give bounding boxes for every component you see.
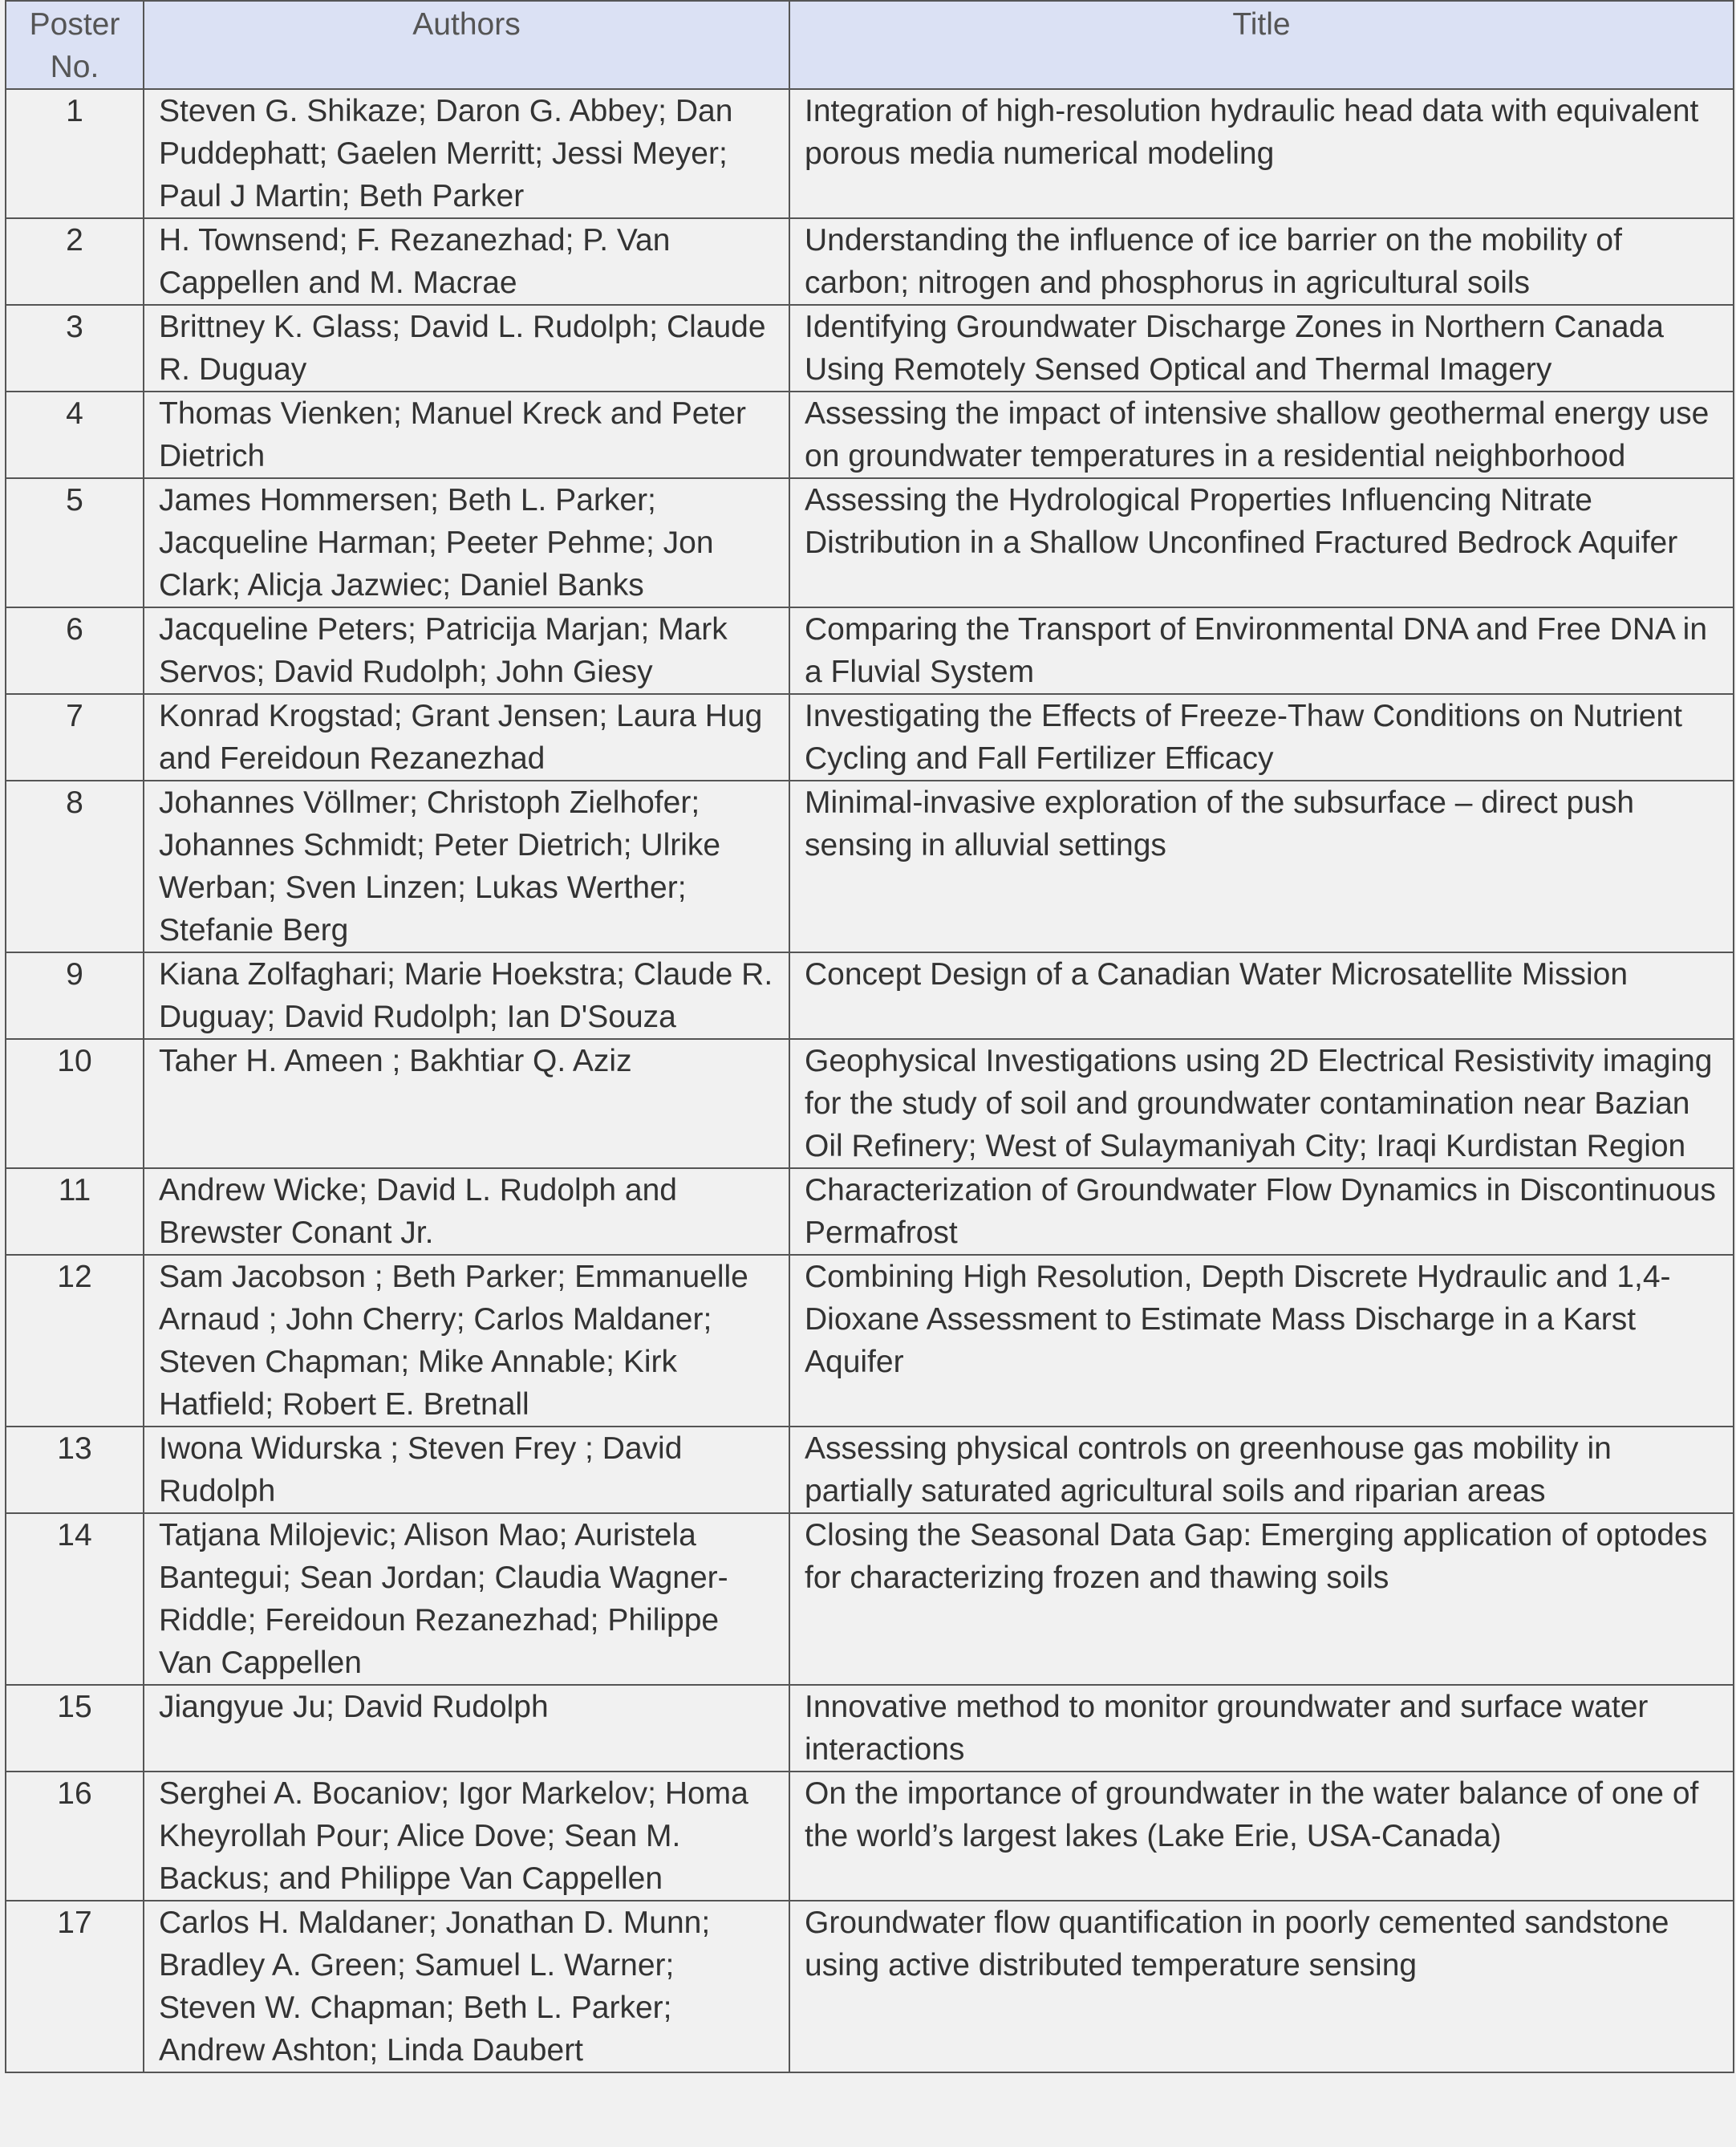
poster-number: 15 xyxy=(6,1685,144,1772)
poster-authors: Carlos H. Maldaner; Jonathan D. Munn; Bradley A. Green; Samuel L. Warner; Steven W. Chapman; Beth L. Parker; Andrew Ashton; Linda Daubert xyxy=(144,1901,789,2072)
table-row xyxy=(6,694,1734,781)
poster-title: Understanding the influence of ice barrier on the mobility of carbon; nitrogen and phosphorus in agricultural soils xyxy=(789,218,1734,305)
poster-authors: Johannes Völlmer; Christoph Zielhofer; Johannes Schmidt; Peter Dietrich; Ulrike Werban; Sven Linzen; Lukas Werther; Stefanie Berg xyxy=(144,781,789,952)
poster-number: 11 xyxy=(6,1168,144,1255)
table-row xyxy=(6,478,1734,607)
poster-authors: Serghei A. Bocaniov; Igor Markelov; Homa Kheyrollah Pour; Alice Dove; Sean M. Backus; and Philippe Van Cappellen xyxy=(144,1772,789,1901)
table-row xyxy=(6,1901,1734,2072)
poster-title: Assessing physical controls on greenhouse gas mobility in partially saturated agricultural soils and riparian areas xyxy=(789,1427,1734,1513)
poster-title: Innovative method to monitor groundwater and surface water interactions xyxy=(789,1685,1734,1772)
poster-number: 8 xyxy=(6,781,144,952)
table-row xyxy=(6,218,1734,305)
poster-title: Geophysical Investigations using 2D Electrical Resistivity imaging for the study of soil and groundwater contamination near Bazian Oil Refinery; West of Sulaymaniyah City; Iraqi Kurdistan Region xyxy=(789,1039,1734,1168)
table-row xyxy=(6,1168,1734,1255)
poster-authors: Jiangyue Ju; David Rudolph xyxy=(144,1685,789,1772)
poster-title: Comparing the Transport of Environmental DNA and Free DNA in a Fluvial System xyxy=(789,607,1734,694)
poster-authors: Tatjana Milojevic; Alison Mao; Auristela Bantegui; Sean Jordan; Claudia Wagner-Riddle; Fereidoun Rezanezhad; Philippe Van Cappellen xyxy=(144,1513,789,1685)
poster-authors: Kiana Zolfaghari; Marie Hoekstra; Claude R. Duguay; David Rudolph; Ian D'Souza xyxy=(144,952,789,1039)
poster-authors: H. Townsend; F. Rezanezhad; P. Van Cappellen and M. Macrae xyxy=(144,218,789,305)
header-row xyxy=(6,1,1734,89)
poster-authors: Andrew Wicke; David L. Rudolph and Brewster Conant Jr. xyxy=(144,1168,789,1255)
poster-number: 1 xyxy=(6,89,144,218)
poster-title: On the importance of groundwater in the water balance of one of the world’s largest lakes (Lake Erie, USA-Canada) xyxy=(789,1772,1734,1901)
poster-number: 2 xyxy=(6,218,144,305)
poster-title: Combining High Resolution, Depth Discrete Hydraulic and 1,4-Dioxane Assessment to Estimate Mass Discharge in a Karst Aquifer xyxy=(789,1255,1734,1427)
poster-title: Integration of high-resolution hydraulic head data with equivalent porous media numerical modeling xyxy=(789,89,1734,218)
table-row xyxy=(6,1772,1734,1901)
poster-number: 6 xyxy=(6,607,144,694)
poster-authors: Thomas Vienken; Manuel Kreck and Peter Dietrich xyxy=(144,392,789,478)
poster-title: Minimal-invasive exploration of the subsurface – direct push sensing in alluvial settings xyxy=(789,781,1734,952)
poster-authors: Brittney K. Glass; David L. Rudolph; Claude R. Duguay xyxy=(144,305,789,392)
poster-authors: Steven G. Shikaze; Daron G. Abbey; Dan Puddephatt; Gaelen Merritt; Jessi Meyer; Paul J Martin; Beth Parker xyxy=(144,89,789,218)
table-row xyxy=(6,89,1734,218)
poster-title: Assessing the impact of intensive shallow geothermal energy use on groundwater temperatures in a residential neighborhood xyxy=(789,392,1734,478)
poster-number: 10 xyxy=(6,1039,144,1168)
poster-title: Groundwater flow quantification in poorly cemented sandstone using active distributed temperature sensing xyxy=(789,1901,1734,2072)
poster-number: 5 xyxy=(6,478,144,607)
poster-title: Concept Design of a Canadian Water Microsatellite Mission xyxy=(789,952,1734,1039)
poster-table xyxy=(5,0,1734,2073)
poster-title: Characterization of Groundwater Flow Dynamics in Discontinuous Permafrost xyxy=(789,1168,1734,1255)
poster-number: 16 xyxy=(6,1772,144,1901)
poster-title: Identifying Groundwater Discharge Zones in Northern Canada Using Remotely Sensed Optical and Thermal Imagery xyxy=(789,305,1734,392)
poster-authors: Iwona Widurska ; Steven Frey ; David Rudolph xyxy=(144,1427,789,1513)
poster-authors: James Hommersen; Beth L. Parker; Jacqueline Harman; Peeter Pehme; Jon Clark; Alicja Jazwiec; Daniel Banks xyxy=(144,478,789,607)
header-authors: Authors xyxy=(144,1,789,89)
poster-number: 17 xyxy=(6,1901,144,2072)
table-row xyxy=(6,1513,1734,1685)
poster-number: 4 xyxy=(6,392,144,478)
poster-title: Investigating the Effects of Freeze-Thaw Conditions on Nutrient Cycling and Fall Fertilizer Efficacy xyxy=(789,694,1734,781)
table-row xyxy=(6,1427,1734,1513)
table-row xyxy=(6,1255,1734,1427)
table-row xyxy=(6,1685,1734,1772)
poster-authors: Jacqueline Peters; Patricija Marjan; Mark Servos; David Rudolph; John Giesy xyxy=(144,607,789,694)
table-row xyxy=(6,607,1734,694)
poster-number: 14 xyxy=(6,1513,144,1685)
table-row xyxy=(6,1039,1734,1168)
poster-number: 7 xyxy=(6,694,144,781)
poster-title: Closing the Seasonal Data Gap: Emerging application of optodes for characterizing frozen and thawing soils xyxy=(789,1513,1734,1685)
poster-authors: Sam Jacobson ; Beth Parker; Emmanuelle Arnaud ; John Cherry; Carlos Maldaner; Steven Chapman; Mike Annable; Kirk Hatfield; Robert E. Bretnall xyxy=(144,1255,789,1427)
poster-number: 3 xyxy=(6,305,144,392)
table-row xyxy=(6,305,1734,392)
table-row xyxy=(6,781,1734,952)
poster-number: 13 xyxy=(6,1427,144,1513)
poster-authors: Konrad Krogstad; Grant Jensen; Laura Hug and Fereidoun Rezanezhad xyxy=(144,694,789,781)
poster-number: 12 xyxy=(6,1255,144,1427)
poster-number: 9 xyxy=(6,952,144,1039)
table-row xyxy=(6,952,1734,1039)
table-row xyxy=(6,392,1734,478)
header-poster-no: Poster No. xyxy=(6,1,144,89)
poster-authors: Taher H. Ameen ; Bakhtiar Q. Aziz xyxy=(144,1039,789,1168)
header-title: Title xyxy=(789,1,1734,89)
poster-title: Assessing the Hydrological Properties Influencing Nitrate Distribution in a Shallow Unconfined Fractured Bedrock Aquifer xyxy=(789,478,1734,607)
